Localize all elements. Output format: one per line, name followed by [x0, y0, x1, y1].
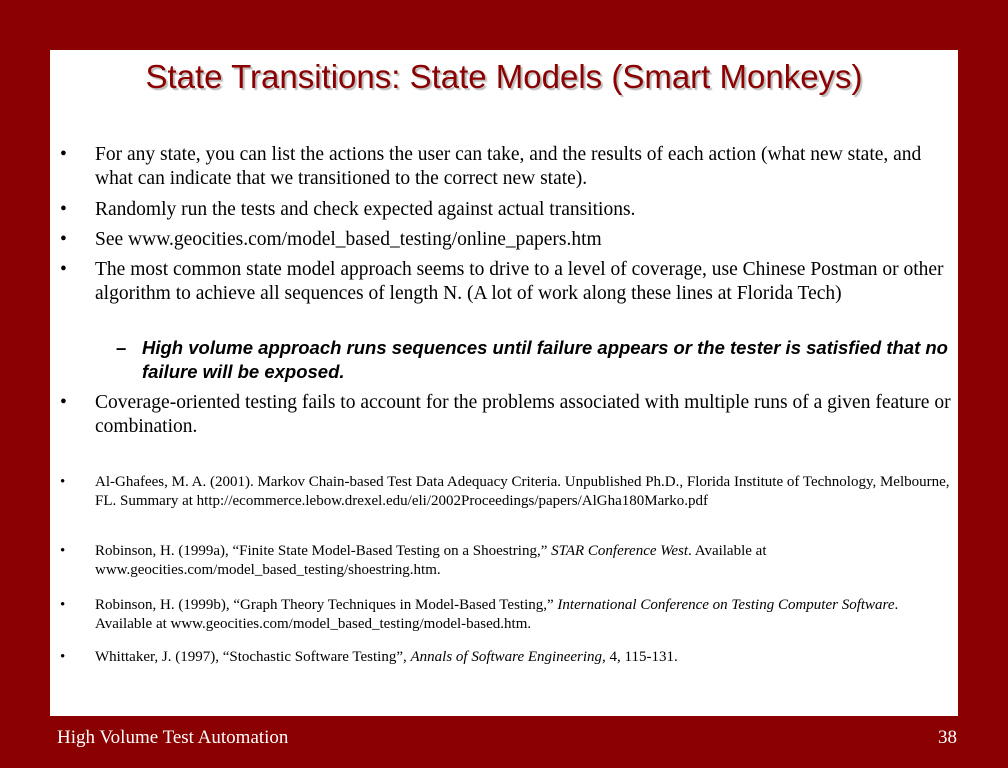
bullet-dot: • — [60, 392, 67, 413]
bullet-dot: • — [60, 144, 67, 165]
reference-text: Al-Ghafees, M. A. (2001). Markov Chain-based Test Data Adequacy Criteria. Unpublished Ph.D., Florida Institute of Technology, Melbourne, FL. Summary at http://ecommerce.lebow.drexel.edu/eli/2002Proceedings/papers/AlGha180Marko.pdf — [95, 474, 950, 509]
slide-title: State Transitions: State Models (Smart Monkeys) — [145, 58, 863, 95]
bullet-text: The most common state model approach seems to drive to a level of coverage, use Chinese Postman or other algorithm to achieve all sequences of length N. (A lot of work along these lines at Florida Tech) — [95, 259, 944, 304]
bullet-item — [60, 391, 956, 439]
sub-bullet-text: High volume approach runs sequences until failure appears or the tester is satisfied that no failure will be exposed. — [142, 337, 948, 382]
reference-text: Whittaker, J. (1997), “Stochastic Software Testing”, Annals of Software Engineering, 4, 115-131. — [95, 649, 678, 665]
bullet-dot: • — [60, 199, 67, 220]
slide-content — [50, 50, 958, 716]
bullet-dot: • — [60, 259, 67, 280]
bullet-text: Randomly run the tests and check expected against actual transitions. — [95, 199, 636, 220]
bullet-dot: • — [60, 543, 66, 559]
reference-item — [60, 473, 956, 511]
bullet-text: Coverage-oriented testing fails to account for the problems associated with multiple runs of a given feature or combination. — [95, 392, 951, 437]
bullet-text: For any state, you can list the actions the user can take, and the results of each action (what new state, and what can indicate that we transitioned to the correct new state). — [95, 144, 922, 189]
reference-text: Robinson, H. (1999a), “Finite State Model-Based Testing on a Shoestring,” STAR Conference West. Available at www.geocities.com/model_based_testing/shoestring.htm. — [95, 543, 767, 578]
bullet-item — [60, 228, 956, 252]
page-number: 38 — [938, 727, 957, 748]
bullet-item — [60, 143, 956, 191]
bullet-item — [60, 258, 956, 306]
bullet-text: See www.geocities.com/model_based_testing/online_papers.htm — [95, 229, 602, 250]
reference-item — [60, 648, 956, 667]
sub-bullet-item — [116, 336, 956, 384]
footer-title: High Volume Test Automation — [57, 727, 289, 748]
bullet-dot: • — [60, 649, 66, 665]
bullet-item — [60, 198, 956, 222]
dash-marker: – — [116, 337, 127, 358]
bullet-dot: • — [60, 474, 66, 490]
bullet-dot: • — [60, 229, 67, 250]
reference-text: Robinson, H. (1999b), “Graph Theory Techniques in Model-Based Testing,” International Conference on Testing Computer Software. Available at www.geocities.com/model_based_testing/model-based.htm. — [95, 597, 899, 632]
reference-item — [60, 596, 956, 634]
bullet-dot: • — [60, 597, 66, 613]
reference-item — [60, 542, 956, 580]
